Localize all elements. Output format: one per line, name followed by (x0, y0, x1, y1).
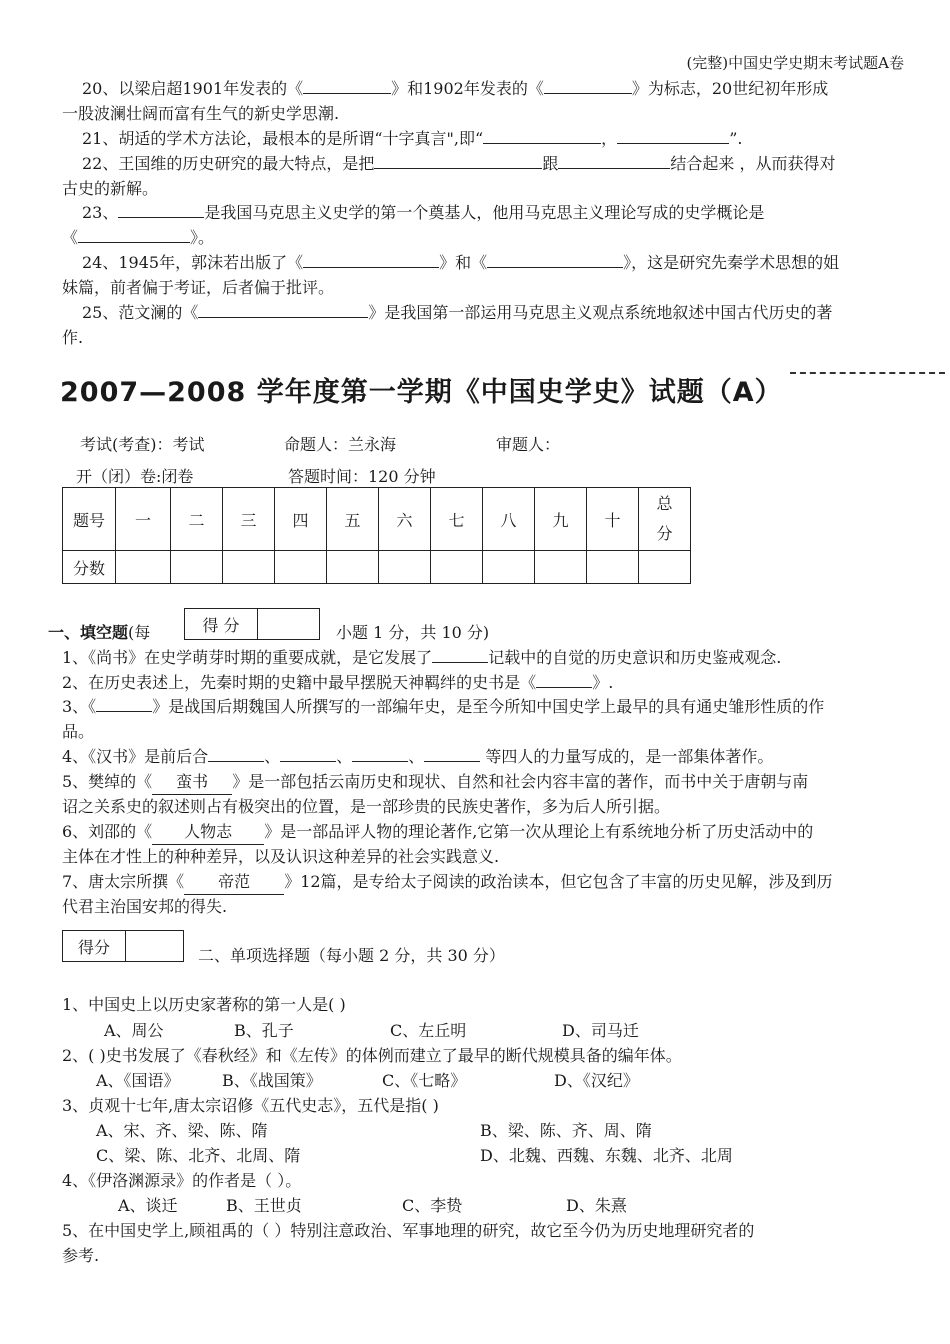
score-col-7: 七 (431, 488, 483, 551)
score-col-total: 总 分 (639, 488, 691, 551)
document-header: (完整)中国史学史期末考试题A卷 (686, 54, 904, 72)
s1-q6-answer: 人物志 (152, 819, 264, 845)
s2-q1-option-c[interactable]: C、左丘明 (390, 1021, 467, 1040)
question-20-cont: 一股波澜壮阔而富有生气的新史学思潮. (62, 104, 340, 123)
question-23: 23、 是我国马克思主义史学的第一个奠基人，他用马克思主义理论写成的史学概论是 (82, 203, 765, 222)
score-col-8: 八 (483, 488, 535, 551)
s2-q1-option-b[interactable]: B、孔子 (234, 1021, 294, 1040)
cut-line (790, 372, 945, 374)
section2-scorebox-label: 得分 (63, 931, 126, 961)
score-table-row-label: 分数 (63, 551, 116, 584)
score-cell[interactable] (379, 551, 431, 584)
s2-question-5-cont: 参考. (62, 1246, 100, 1265)
section2-heading: 二、单项选择题（每小题 2 分，共 30 分） (198, 946, 505, 965)
question-25-cont: 作. (62, 328, 84, 347)
question-22-cont: 古史的新解。 (62, 179, 159, 198)
s2-question-3: 3、贞观十七年,唐太宗诏修《五代史志》，五代是指( ) (62, 1096, 439, 1115)
s2-q3-option-a[interactable]: A、宋、齐、梁、陈、隋 (96, 1121, 268, 1140)
s1-q7-answer: 帝范 (184, 869, 284, 895)
score-cell[interactable] (116, 551, 171, 584)
exam-setter: 命题人：兰永海 (284, 435, 397, 454)
s2-q3-option-b[interactable]: B、梁、陈、齐、周、隋 (480, 1121, 652, 1140)
score-cell[interactable] (275, 551, 327, 584)
section1-heading: 一、填空题(每 (48, 623, 151, 642)
score-col-1: 一 (116, 488, 171, 551)
question-22: 22、王国维的历史研究的最大特点，是把 跟 结合起来 ，从而获得对 (82, 154, 836, 173)
s1-question-3: 3、《 》是战国后期魏国人所撰写的一部编年史，是至今所知中国史学上最早的具有通史雏形性质的作 (62, 697, 825, 716)
exam-time: 答题时间：120 分钟 (288, 467, 436, 486)
score-col-4: 四 (275, 488, 327, 551)
s2-q2-option-b[interactable]: B、《战国策》 (222, 1071, 322, 1090)
score-cell[interactable] (535, 551, 587, 584)
s2-q3-option-d[interactable]: D、北魏、西魏、东魏、北齐、北周 (480, 1146, 733, 1165)
s1-question-5: 5、樊绰的《 蛮书 》是一部包括云南历史和现状、自然和社会内容丰富的著作，而书中关于唐朝与南 (62, 769, 904, 795)
s1-question-1: 1、《尚书》在史学萌芽时期的重要成就，是它发展了 记载中的自觉的历史意识和历史鉴戒观念. (62, 648, 782, 667)
score-cell[interactable] (327, 551, 379, 584)
score-cell[interactable] (431, 551, 483, 584)
s1-question-2: 2、在历史表述上，先秦时期的史籍中最早摆脱天神羁绊的史书是《 》. (62, 673, 614, 692)
s1-q5-answer: 蛮书 (152, 769, 232, 795)
s1-question-7-cont: 代君主治国安邦的得失. (62, 897, 228, 916)
question-25: 25、范文澜的《 》是我国第一部运用马克思主义观点系统地叙述中国古代历史的著 (82, 303, 833, 322)
s1-question-4: 4、《汉书》是前后合 、 、 、 等四人的力量写成的，是一部集体著作。 (62, 747, 774, 766)
score-col-6: 六 (379, 488, 431, 551)
s2-q1-option-a[interactable]: A、周公 (104, 1021, 164, 1040)
s2-question-5: 5、在中国史学上,顾祖禹的（ ）特别注意政治、军事地理的研究，故它至今仍为历史地理研究者的 (62, 1221, 755, 1240)
s2-q2-option-d[interactable]: D、《汉纪》 (554, 1071, 639, 1090)
question-24-cont: 妹篇，前者偏于考证，后者偏于批评。 (62, 278, 335, 297)
s1-question-6: 6、刘邵的《 人物志 》是一部品评人物的理论著作,它第一次从理论上有系统地分析了历史活动中的 (62, 819, 904, 845)
score-col-9: 九 (535, 488, 587, 551)
s2-question-2: 2、( )史书发展了《春秋经》和《左传》的体例而建立了最早的断代规模具备的编年体。 (62, 1046, 682, 1065)
score-table (62, 487, 691, 584)
s2-q4-option-c[interactable]: C、李贽 (402, 1196, 463, 1215)
exam-open-closed: 开（闭）卷:闭卷 (76, 467, 194, 486)
question-24: 24、1945年，郭沫若出版了《 》和《 》，这是研究先秦学术思想的姐 (82, 253, 840, 272)
s2-q1-option-d[interactable]: D、司马迁 (562, 1021, 639, 1040)
score-cell[interactable] (639, 551, 691, 584)
score-col-10: 十 (587, 488, 639, 551)
section1-scorebox-label: 得 分 (185, 609, 258, 639)
s2-q4-option-b[interactable]: B、王世贞 (226, 1196, 302, 1215)
score-cell[interactable] (587, 551, 639, 584)
score-col-3: 三 (223, 488, 275, 551)
section2-scorebox (62, 930, 184, 962)
score-col-5: 五 (327, 488, 379, 551)
exam-type: 考试(考查)：考试 (80, 435, 205, 454)
s2-question-1: 1、中国史上以历史家著称的第一人是( ) (62, 995, 346, 1014)
section1-score-input[interactable] (258, 609, 319, 639)
s2-q2-option-a[interactable]: A、《国语》 (96, 1071, 180, 1090)
s1-question-7: 7、唐太宗所撰《 帝范 》12篇，是专给太子阅读的政治读本，但它包含了丰富的历史见解，涉及到历 (62, 869, 904, 895)
s1-question-3-cont: 品。 (62, 722, 95, 741)
score-cell[interactable] (483, 551, 535, 584)
s1-question-6-cont: 主体在才性上的种种差异，以及认识这种差异的社会实践意义. (62, 847, 500, 866)
score-col-2: 二 (171, 488, 223, 551)
score-cell[interactable] (223, 551, 275, 584)
exam-reviewer: 审题人： (496, 435, 561, 454)
section1-scorebox (184, 608, 320, 640)
s2-q4-option-a[interactable]: A、谈迁 (118, 1196, 178, 1215)
s1-question-5-cont: 诏之关系史的叙述则占有极突出的位置，是一部珍贵的民族史著作，多为后人所引据。 (62, 797, 671, 816)
exam-title: 2007—2008 学年度第一学期《中国史学史》试题（A） (60, 377, 783, 408)
question-21: 21、胡适的学术方法论，最根本的是所谓“十字真言",即“ ， ”. (82, 129, 743, 148)
score-cell[interactable] (171, 551, 223, 584)
section2-score-input[interactable] (126, 931, 183, 961)
s2-q4-option-d[interactable]: D、朱熹 (566, 1196, 627, 1215)
s2-q3-option-c[interactable]: C、梁、陈、北齐、北周、隋 (96, 1146, 301, 1165)
s2-q2-option-c[interactable]: C、《七略》 (382, 1071, 467, 1090)
question-20: 20、以梁启超1901年发表的《 》和1902年发表的《 》为标志，20世纪初年形成 (82, 79, 829, 98)
score-table-header-label: 题号 (63, 488, 116, 551)
s2-question-4: 4、《伊洛渊源录》的作者是（ ）。 (62, 1171, 302, 1190)
section1-heading-rest: 小题 1 分，共 10 分) (336, 623, 490, 642)
question-23-cont: 《 》。 (62, 228, 215, 247)
